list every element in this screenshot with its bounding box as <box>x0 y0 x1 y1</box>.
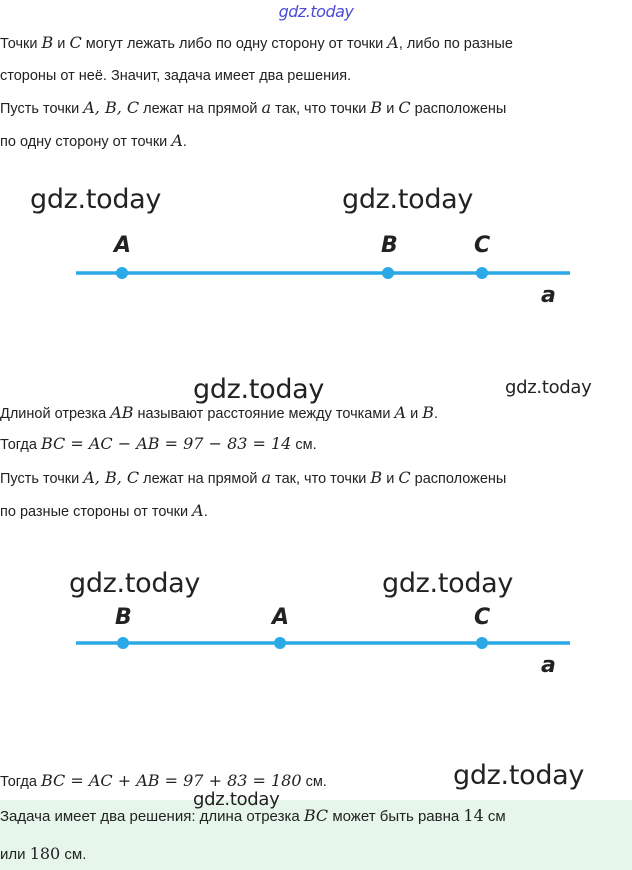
line-diagram-1 <box>0 230 632 308</box>
point-label-b: B <box>115 605 132 630</box>
math-var: A <box>387 33 399 52</box>
text: по разные стороны от точки <box>0 504 193 520</box>
point-a <box>274 637 286 649</box>
text: или <box>0 846 30 863</box>
text: расположены <box>410 471 507 487</box>
text-line-4 <box>0 131 187 152</box>
text: Пусть точки <box>0 101 84 117</box>
text: Тогда <box>0 437 41 453</box>
math-number: 180 <box>29 844 61 863</box>
text: . <box>203 504 208 520</box>
text: Длиной отрезка <box>0 406 111 422</box>
line-label-a: a <box>541 283 556 308</box>
watermark: gdz.today <box>69 568 201 599</box>
math-var: A, B, C <box>83 468 140 487</box>
math-var: C <box>398 98 411 117</box>
text-line-3 <box>0 98 506 119</box>
text: . <box>433 406 439 422</box>
text: и <box>382 471 399 487</box>
math-var: C <box>398 468 411 487</box>
text: , либо по разные <box>398 36 513 52</box>
math-var: AB <box>110 403 134 422</box>
text: см <box>483 808 506 825</box>
text-line-6 <box>0 434 317 455</box>
text: Задача имеет два решения: длина отрезка <box>0 808 304 825</box>
point-c <box>476 267 488 279</box>
text: называют расстояние между точками <box>133 406 395 422</box>
text: Точки <box>0 36 42 52</box>
math-var: a <box>261 98 272 117</box>
point-label-c: C <box>474 233 491 258</box>
text-line-2 <box>0 66 351 86</box>
watermark: gdz.today <box>505 377 592 398</box>
math-formula: BC = AC + AB = 97 + 83 = 180 <box>40 771 302 790</box>
watermark: gdz.today <box>342 184 474 215</box>
line-diagram-2 <box>0 600 632 678</box>
point-label-c: C <box>474 605 491 630</box>
math-var: B <box>370 98 383 117</box>
text: могут лежать либо по одну сторону от точки <box>81 36 388 52</box>
math-var: a <box>261 468 272 487</box>
text: может быть равна <box>328 808 464 825</box>
text: и <box>53 36 70 52</box>
text: стороны от неё. Значит, задача имеет два решения. <box>0 68 352 84</box>
text-line-7 <box>0 468 506 489</box>
math-var: B <box>370 468 383 487</box>
line-label-a: a <box>541 653 556 678</box>
math-var: BC <box>303 806 329 825</box>
text-line-8 <box>0 501 208 522</box>
point-b <box>382 267 394 279</box>
text: расположены <box>410 101 507 117</box>
text: и <box>406 406 423 422</box>
math-var: B <box>422 403 434 422</box>
watermark: gdz.today <box>193 789 280 810</box>
text: и <box>382 101 399 117</box>
text: Тогда <box>0 774 41 790</box>
point-c <box>476 637 488 649</box>
math-var: A, B, C <box>83 98 140 117</box>
math-number: 14 <box>463 806 484 825</box>
text: см. <box>301 774 327 790</box>
text: так, что точки <box>271 471 371 487</box>
watermark: gdz.today <box>382 568 514 599</box>
text: Пусть точки <box>0 471 84 487</box>
watermark: gdz.today <box>193 374 325 405</box>
answer-line-1 <box>0 806 506 827</box>
text: см. <box>291 437 317 453</box>
text-line-5 <box>0 403 438 424</box>
text: лежат на прямой <box>139 101 262 117</box>
watermark: gdz.today <box>453 760 585 791</box>
math-var: A <box>394 403 407 422</box>
math-var: A <box>192 501 204 520</box>
math-var: B <box>41 33 54 52</box>
text: см. <box>60 846 87 863</box>
text-line-1 <box>0 33 513 54</box>
text: . <box>182 134 187 150</box>
point-b <box>117 637 129 649</box>
watermark: gdz.today <box>30 184 162 215</box>
math-var: A <box>171 131 183 150</box>
header-watermark: gdz.today <box>278 2 354 21</box>
point-label-a: A <box>114 233 132 258</box>
point-a <box>116 267 128 279</box>
text: лежат на прямой <box>139 471 262 487</box>
math-formula: BC = AC − AB = 97 − 83 = 14 <box>40 434 292 453</box>
text: по одну сторону от точки <box>0 134 172 150</box>
text: так, что точки <box>271 101 371 117</box>
point-label-b: B <box>381 233 398 258</box>
point-label-a: A <box>272 605 290 630</box>
math-var: C <box>69 33 82 52</box>
answer-line-2 <box>0 844 86 865</box>
